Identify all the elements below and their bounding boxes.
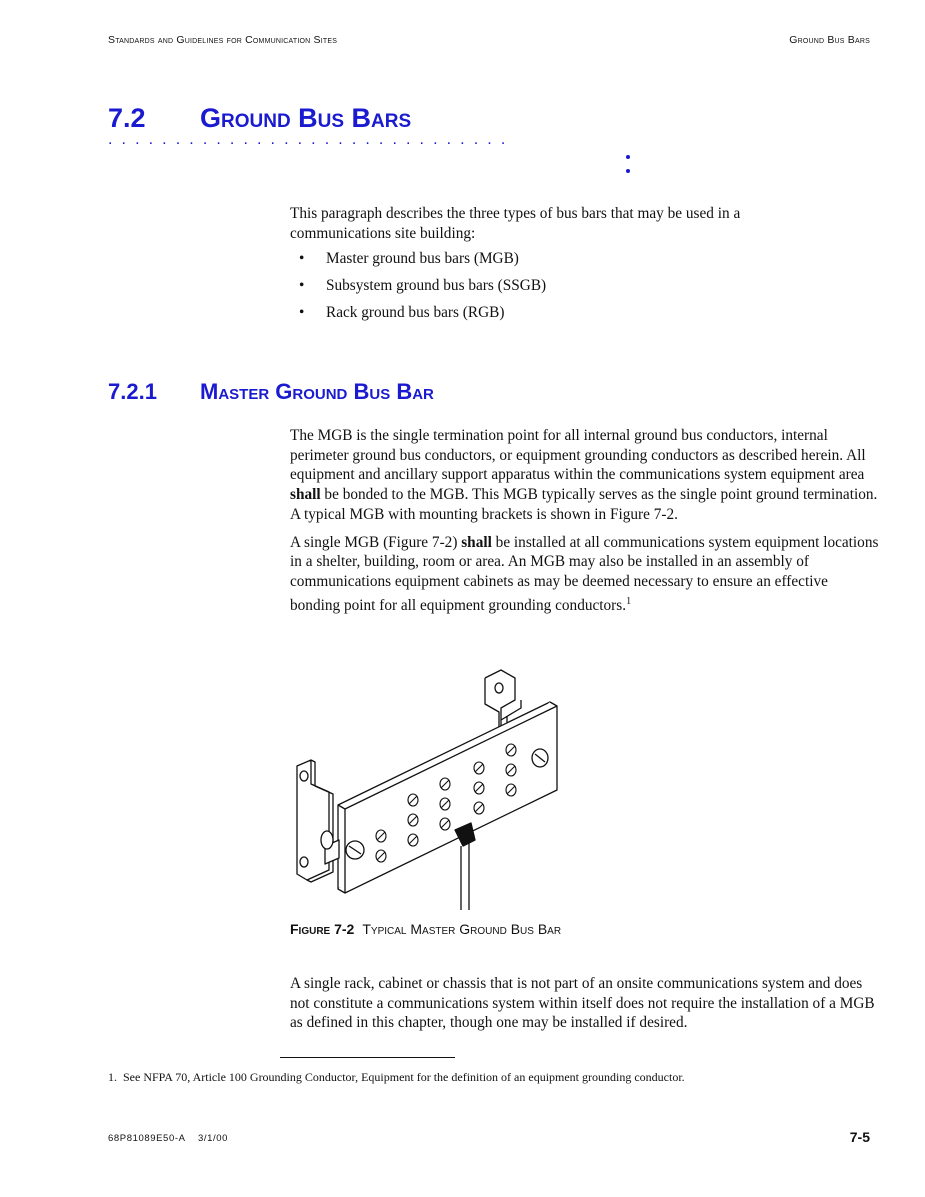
- dotted-rule-vertical-2: [626, 169, 630, 173]
- section-number: 7.2: [108, 103, 146, 133]
- shall-emphasis: shall: [461, 533, 492, 551]
- footnote-rule: [280, 1057, 455, 1058]
- section-heading: [108, 103, 146, 134]
- document-id: 68P81089E50-A 3/1/00: [108, 1133, 228, 1144]
- subsection-body: [290, 426, 880, 623]
- subsection-number: 7.2.1: [108, 379, 157, 404]
- figure-title: Typical Master Ground Bus Bar: [362, 921, 562, 937]
- paragraph-single-rack: A single rack, cabinet or chassis that is not part of an onsite communications system and does not constitute a communications system within itself does not require the installation of a MGB as defined in this chapter, though one may be installed if desired.: [290, 975, 875, 1032]
- figure-label: Figure 7-2: [290, 921, 355, 937]
- footnote-reference[interactable]: 1: [626, 595, 632, 607]
- section-title-wrap: [200, 103, 411, 134]
- paragraph-mgb-installation: A single MGB (Figure 7-2) shall be installed at all communications system equipment locations in a shelter, building, room or area. An MGB may also be installed in an assembly of communications equipment cabinets as may be deemed necessary to ensure an effective bonding point for all equipment grounding conductors.$^1$: [290, 533, 879, 614]
- bus-bar-plate: [338, 702, 557, 893]
- list-item: • Rack ground bus bars (RGB): [290, 303, 880, 330]
- grounding-conductor: [455, 823, 475, 910]
- figure-caption: [290, 921, 561, 937]
- running-header-left: Standards and Guidelines for Communication Sites: [108, 34, 338, 46]
- running-header-right: Ground Bus Bars: [789, 34, 870, 46]
- paragraph-mgb-definition: The MGB is the single termination point for all internal ground bus conductors, internal perimeter ground bus conductors, or equipment grounding conductors as described herein. All equipment and ancillary support apparatus within the communications system equipment area shall be bonded to the MGB. This MGB typically serves as the single point ground termination. A typical MGB with mounting brackets is shown in Figure 7-2.: [290, 427, 878, 523]
- dotted-rule: ..............................: [108, 131, 515, 148]
- shall-emphasis: shall: [290, 486, 321, 504]
- list-item: • Master ground bus bars (MGB): [290, 249, 880, 276]
- footnote-number: 1.: [108, 1070, 117, 1084]
- dotted-rule-vertical-1: [626, 155, 630, 159]
- intro-line-2: communications site building:: [290, 224, 476, 242]
- list-item: • Subsystem ground bus bars (SSGB): [290, 276, 880, 303]
- section-title: Ground Bus Bars: [200, 103, 412, 133]
- intro-line-1: This paragraph describes the three types of bus bars that may be used in a: [290, 205, 741, 222]
- bus-bar-types-list: [290, 249, 880, 330]
- page-number: 7-5: [849, 1129, 870, 1145]
- footnote-text: See NFPA 70, Article 100 Grounding Conductor, Equipment for the definition of an equipment grounding conductor.: [123, 1070, 685, 1084]
- footnote: [108, 1070, 685, 1085]
- mgb-illustration: [285, 660, 565, 915]
- intro-paragraph: [290, 204, 880, 330]
- left-mounting-bracket: [297, 760, 339, 882]
- subsection-title-wrap: [200, 379, 434, 405]
- subsection-title: Master Ground Bus Bar: [200, 379, 434, 404]
